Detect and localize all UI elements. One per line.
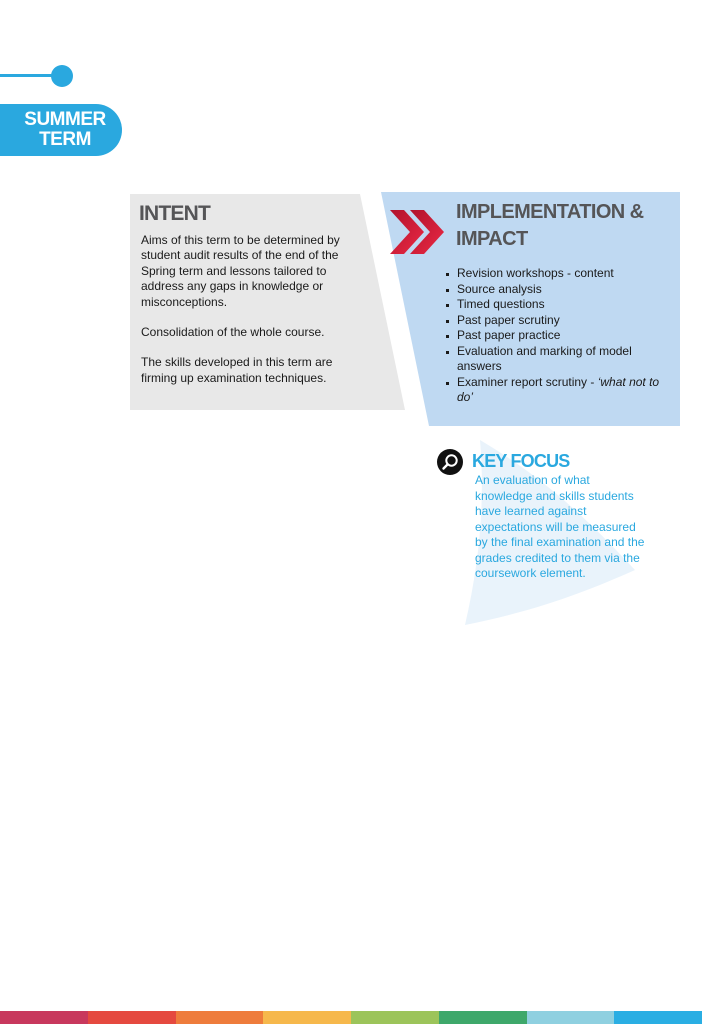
double-chevron-icon [388,206,448,258]
intent-panel [130,194,405,410]
implementation-panel [381,192,680,426]
strip-segment [88,1011,176,1024]
list-item [445,375,677,406]
intent-body [141,233,356,401]
key-focus-body: An evaluation of what knowledge and skills students have learned against expectations will be measured by the final examination and the grades credited to them via the coursework element. [475,473,645,580]
bottom-color-strip [0,1011,702,1024]
implementation-list [445,266,677,406]
list-item: Past paper practice [445,328,677,344]
intent-paragraph: The skills developed in this term are firming up examination techniques. [141,355,333,385]
timeline-dot [51,65,73,87]
intent-title: INTENT [139,202,211,225]
list-item: Evaluation and marking of model answers [445,344,677,375]
key-focus-title: KEY FOCUS [472,451,570,471]
list-item: Source analysis [445,282,677,298]
list-item-emphasis: ‘what not to do’ [457,374,660,404]
magnifier-icon [437,449,463,475]
strip-segment [614,1011,702,1024]
strip-segment [351,1011,439,1024]
list-item: Revision workshops - content [445,266,677,282]
strip-segment [263,1011,351,1024]
term-tab-line2: TERM [39,129,91,150]
strip-segment [0,1011,88,1024]
strip-segment [176,1011,264,1024]
intent-paragraph: Aims of this term to be determined by student audit results of the end of the Spring term and lessons tailored to address any gaps in knowledge or misconceptions. [141,233,340,309]
intent-paragraph: Consolidation of the whole course. [141,325,325,340]
list-item-text: Examiner report scrutiny - [457,374,598,389]
list-item: Past paper scrutiny [445,313,677,329]
implementation-title: IMPLEMENTATION & IMPACT [456,201,644,250]
list-item: Timed questions [445,297,677,313]
strip-segment [527,1011,615,1024]
summer-term-tab [0,104,122,156]
strip-segment [439,1011,527,1024]
timeline-line [0,74,56,77]
term-tab-line1: SUMMER [24,109,106,130]
